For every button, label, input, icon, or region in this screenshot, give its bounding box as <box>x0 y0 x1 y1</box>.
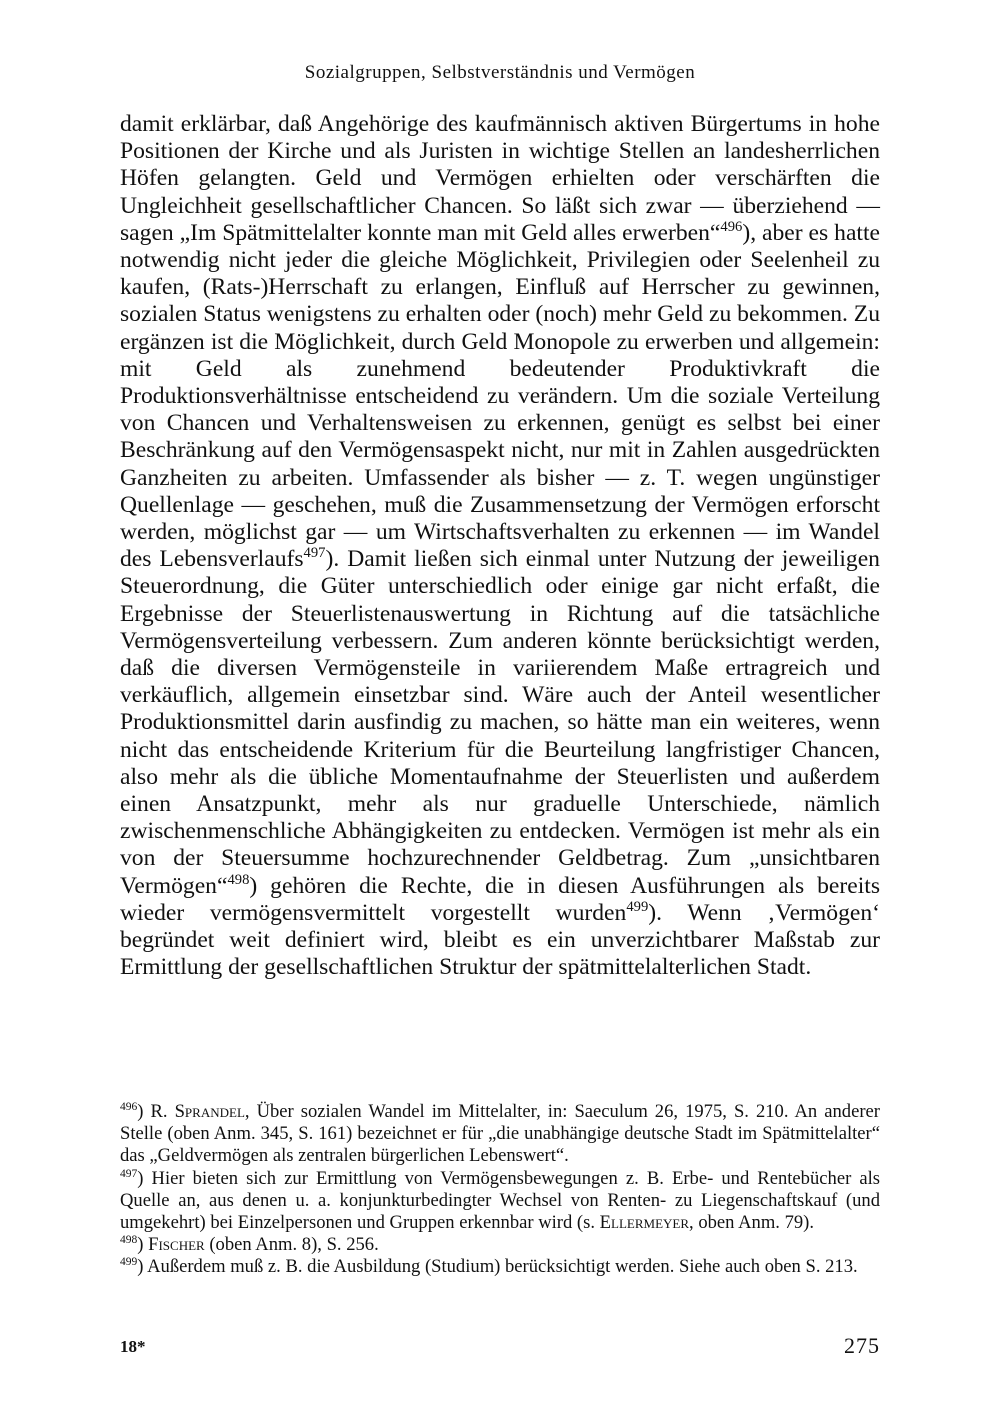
text-segment: ), aber es hatte notwendig nicht jeder die gleiche Möglichkeit, Privilegien oder Seelenheil zu kaufen, (Rats-)Herrschaft zu erlangen, Einfluß auf Herrscher zu gewinnen, sozialen Status wenigstens zu erhalten oder (noch) mehr Geld zu bekommen. Zu ergänzen ist die Möglichkeit, durch Geld Monopole zu erwerben und allgemein: mit Geld als zunehmend bedeutender Produktivkraft die Produktionsverhältnisse entscheidend zu verändern. Um die soziale Verteilung von Chancen und Verhaltensweisen zu erkennen, genügt es selbst bei einer Beschränkung auf den Vermögensaspekt nicht, nur mit in Zahlen ausgedrückten Ganzheiten zu arbeiten. Umfassender als bisher — z. T. wegen ungünstiger Quellenlage — geschehen, muß die Zusammensetzung der Vermögen erforscht werden, möglichst gar — um Wirtschaftsverhalten zu erkennen — im Wandel des Lebensverlaufs <box>120 219 881 573</box>
running-head: Sozialgruppen, Selbstverständnis und Vermögen <box>304 62 696 83</box>
page-number: 275 <box>844 1333 880 1358</box>
footnote-496 <box>120 1101 880 1168</box>
footnote-ref-498[interactable]: 498 <box>227 871 250 888</box>
author-name: Fischer <box>148 1234 205 1256</box>
footnote-number: 499 <box>120 1256 138 1269</box>
footnote-497 <box>120 1168 880 1235</box>
footnote-number: 496 <box>120 1100 138 1113</box>
footnote-text: ) R. <box>137 1101 175 1122</box>
footnote-text: , Über sozialen Wandel im Mittelalter, in: Saeculum 26, 1975, S. 210. An anderer Stelle (oben Anm. 345, S. 161) bezeichnet er für „die unabhängige deutsche Stadt im Spätmittelalter“ das „Geldvermögen als zentralen bürgerlichen Lebenswert“. <box>120 1101 880 1167</box>
text-segment: damit erklärbar, daß Angehörige des kaufmännisch aktiven Bürgertums in hohe Positionen der Kirche und als Juristen in wichtige Stellen an landesherrlichen Höfen gelangten. Geld und Vermögen erhielten oder verschärften die Ungleichheit gesellschaftlicher Chancen. So läßt sich zwar — überziehend — sagen „Im Spätmittelalter konnte man mit Geld alles erwerben“ <box>120 111 880 246</box>
body-paragraph <box>120 111 880 982</box>
text-segment: ) gehören die Rechte, die in diesen Ausführungen als bereits wieder vermögensvermittelt vorgestellt wurden <box>120 872 880 926</box>
footnote-text: ) Außerdem muß z. B. die Ausbildung (Studium) berücksichtigt werden. Siehe auch oben S. 213. <box>137 1256 858 1278</box>
author-name: Ellermeyer <box>599 1212 690 1234</box>
footnote-499 <box>120 1256 880 1278</box>
footnotes <box>120 1101 880 1279</box>
text-segment: ). Damit ließen sich einmal unter Nutzung der jeweiligen Steuerordnung, die Güter unterschiedlich oder einige gar nicht erfaßt, die Ergebnisse der Steuerlistenauswertung in Richtung auf die tatsächliche Vermögensverteilung verbessern. Zum anderen könnte berücksichtigt werden, daß die diversen Vermögensteile in variierendem Maße ertragreich und verkäuflich, allgemein einsetzbar sind. Wäre auch der Anteil wesentlicher Produktionsmittel darin ausfindig zu machen, so hätte man ein weiteres, wenn nicht das entscheidende Kriterium für die Beurteilung langfristiger Chancen, also mehr als die übliche Momentaufnahme der Steuerlisten und außerdem einen Ansatzpunkt, mehr als nur graduelle Unterschiede, nämlich zwischenmenschliche Abhängigkeiten zu entdecken. Vermögen ist mehr als ein von der Steuersumme hochzurechnender Geldbetrag. Zum „unsichtbaren Vermögen“ <box>120 546 880 899</box>
footnote-text: ) Hier bieten sich zur Ermittlung von Vermögensbewegungen z. B. Erbe- und Rentebücher als Quelle an, aus denen u. a. konjunkturbedingter Wechsel von Renten- zu Liegenschaftskauf (und umgekehrt) bei Einzelpersonen und Gruppen erkennbar wird (s. <box>120 1167 880 1234</box>
main-text <box>120 111 880 982</box>
text-segment: ). Wenn ‚Vermögen‘ begründet weit definiert wird, bleibt es ein unverzichtbarer Maßstab zur Ermittlung der gesellschaftlichen Struktur der spätmittelalterlichen Stadt. <box>120 899 880 981</box>
author-name: Sprandel <box>174 1101 245 1122</box>
footnote-498 <box>120 1234 880 1256</box>
footnote-ref-499[interactable]: 499 <box>626 899 649 916</box>
signature-mark: 18* <box>120 1337 146 1356</box>
footnote-ref-496[interactable]: 496 <box>720 218 743 235</box>
footnote-text: , oben Anm. 79). <box>689 1212 815 1234</box>
footnote-number: 497 <box>120 1167 138 1180</box>
footnote-text: (oben Anm. 8), S. 256. <box>204 1234 379 1256</box>
footnote-number: 498 <box>120 1234 138 1247</box>
footnote-text: ) <box>137 1234 149 1256</box>
footnote-ref-497[interactable]: 497 <box>303 545 326 562</box>
